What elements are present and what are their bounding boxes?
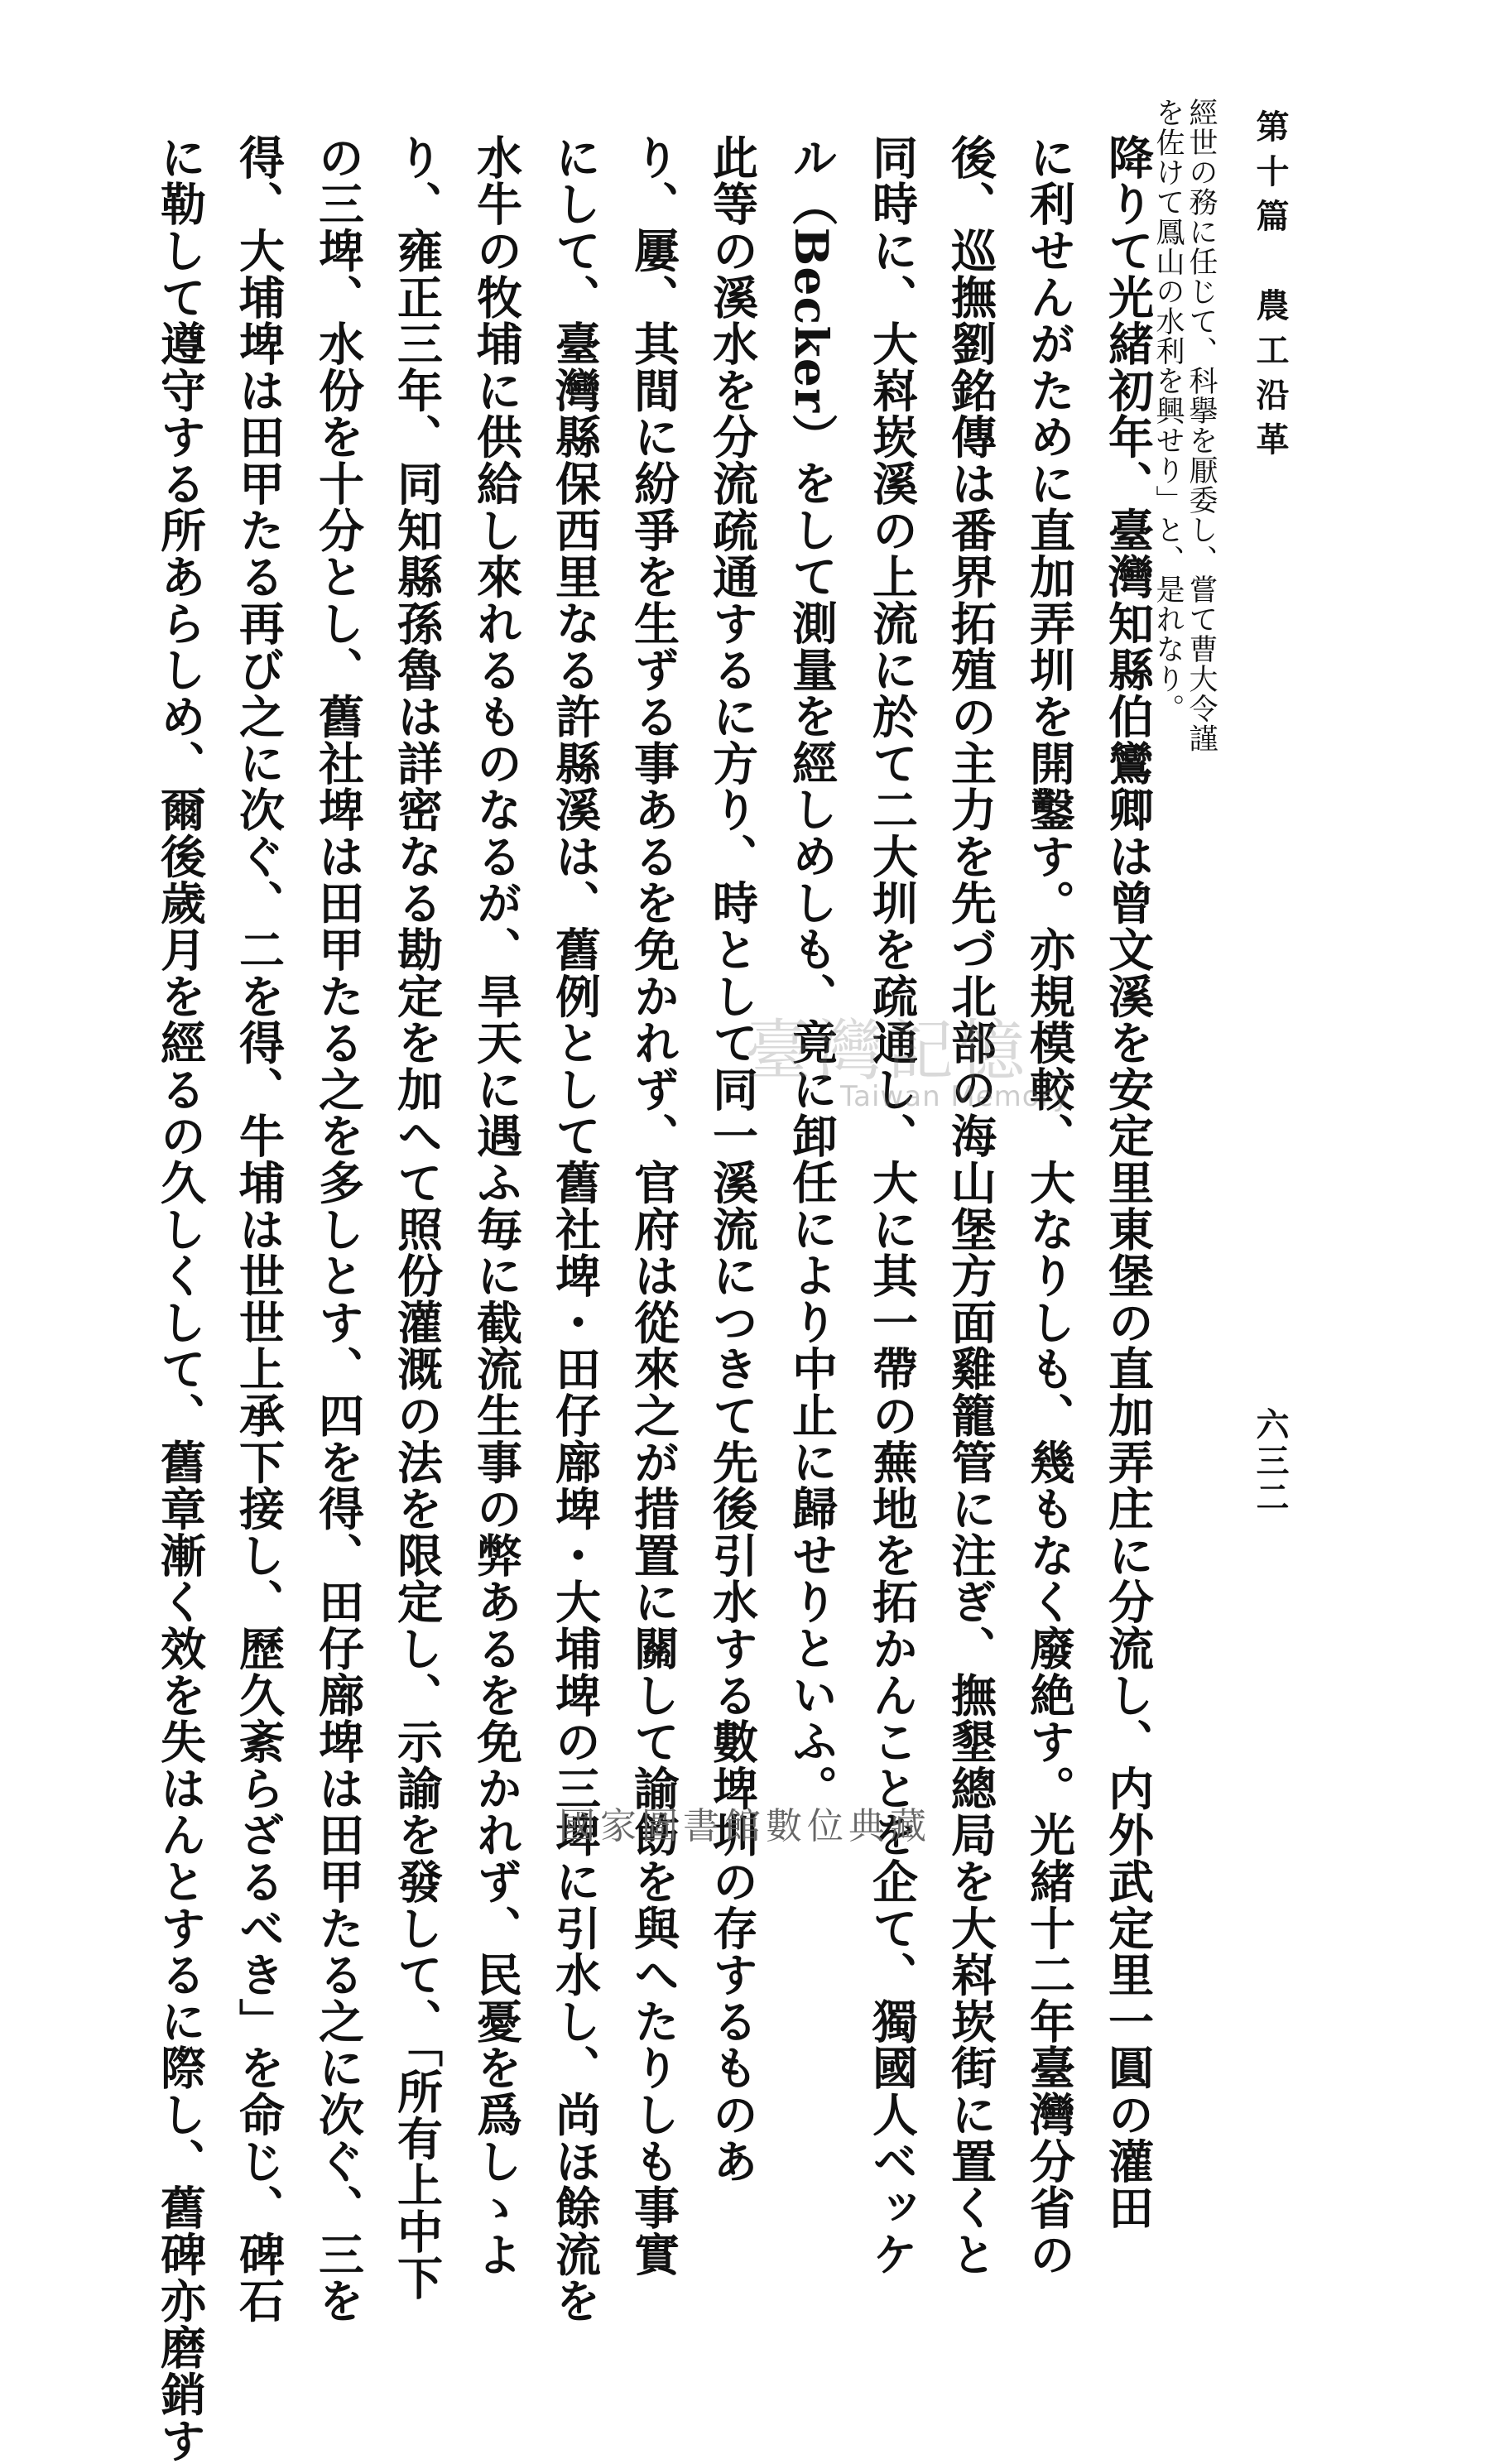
body-line-5: ル（Becker）をして測量を經しめしも、竟に卸任により中止に歸せりといふ。 (785, 134, 839, 1812)
body-line-11: の三埤、水份を十分とし、舊社埤は田甲たる之を多しとす、四を得、田仔廍埤は田甲たる之に次ぐ、三を (311, 134, 365, 2325)
body-line-7: り、屢、其間に紛爭を生ずる事あるを免かれず、官府は從來之が措置に關して諭飭を與へたりしも事實 (627, 134, 680, 2278)
watermark-logo: 臺灣記憶 (745, 1012, 1030, 1089)
annotation-line-1: 經世の務に任じて、科擧を厭委し、嘗て曹大令謹 (1185, 98, 1218, 753)
body-line-6: 此等の溪水を分流疏通するに方り、時として同一溪流につきて先後引水する數埤圳の存するものあ (705, 134, 759, 2185)
body-line-9: 水牛の牧埔に供給し來れるものなるが、旱天に遇ふ毎に截流生事の弊あるを免かれず、民憂を爲しゝよ (469, 134, 523, 2278)
body-line-12: 得、大埔埤は田甲たる再び之に次ぐ、二を得、牛埔は世世上承下接し、歷久紊らざるべき」を命じ、碑石 (232, 134, 286, 2325)
body-line-10: り、雍正三年、同知縣孫魯は詳密なる勘定を加へて照份灌溉の法を限定し、示諭を發して、「所有上中下 (390, 134, 444, 2302)
watermark-subtext: Taiwan Memory (840, 1080, 1070, 1113)
body-line-8: にして、臺灣縣保西里なる許縣溪は、舊例として舊社埤・田仔廍埤・大埔埤の三埤に引水し、尚ほ餘流を (548, 134, 602, 2325)
body-line-13: に勒して遵守する所あらしめ、爾後歲月を經るの久しくして、舊章漸く效を失はんとするに際し、舊碑亦磨銷す (153, 134, 207, 2464)
body-line-2: に利せんがために直加弄圳を開鑿す。亦規模較、大なりしも、幾もなく廢絶す。光緒十二年臺灣分省の (1022, 134, 1076, 2278)
body-line-4: 同時に、大嵙崁溪の上流に於て二大圳を疏通し、大に其一帶の蕪地を拓かんことを企て、獨國人ベッケ (865, 134, 919, 2278)
page-number: 六三二 (1251, 1407, 1290, 1516)
body-line-3: 後、巡撫劉銘傳は番界拓殖の主力を先づ北部の海山堡方面雞籠管に注ぎ、撫墾總局を大嵙崁街に置くと (944, 134, 997, 2278)
body-line-1: 降りて光緒初年、臺灣知縣伯鸞卿は曾文溪を安定里東堡の直加弄庄に分流し、内外武定里一圓の灌田 (1101, 134, 1155, 2231)
annotation-line-2: を佐けて鳳山の水利を興せり」と、是れなり。 (1151, 98, 1185, 723)
page-header-title: 第十篇 農工沿革 (1251, 109, 1290, 467)
footer-collection-label: 國家圖書館數位典藏 (559, 1805, 931, 1847)
